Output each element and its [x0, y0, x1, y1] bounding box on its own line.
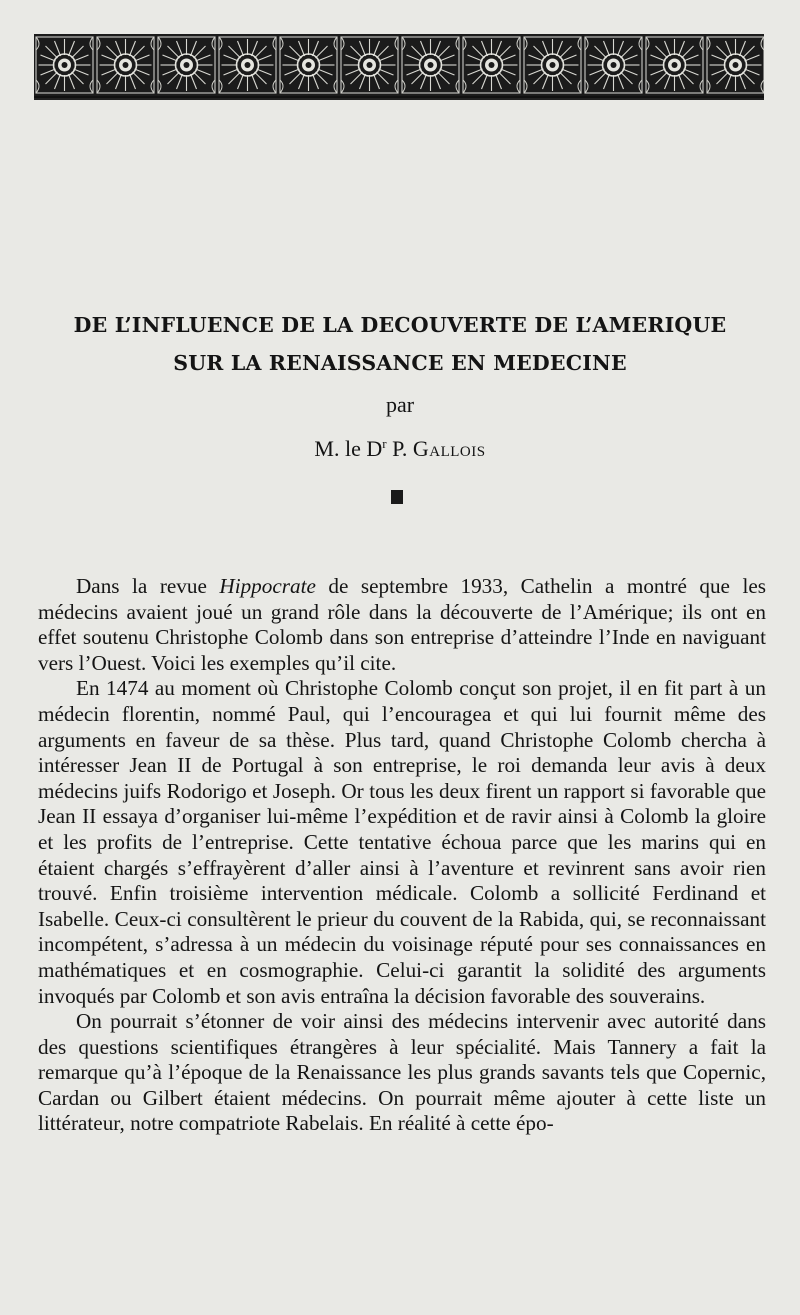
- paragraph-2: En 1474 au moment où Christophe Colomb conçut son projet, il en fit part à un médecin florentin, nommé Paul, qui l’encouragea et qui lui fournit même des arguments en faveur de sa thèse. Plus tard, quand Christophe Colomb chercha à intéresser Jean II de Portugal à son entreprise, le roi demanda leur avis à deux médecins juifs Rodorigo et Joseph. Or tous les deux firent un rapport si favorable que Jean II essaya d’organiser lui-même l’expédition et de ravir ainsi à Colomb la gloire et les profits de l’entreprise. Cette tentative échoua parce que les marins qui en étaient chargés s’effrayèrent d’aller ainsi à l’aventure et revinrent sans avoir rien trouvé. Enfin troisième intervention médicale. Colomb a sollicité Ferdinand et Isabelle. Ceux-ci consultèrent le prieur du couvent de la Rabida, qui, se reconnaissant incompétent, s’adressa à un médecin du voisinage réputé pour ses connaissances en mathématiques et en cosmographie. Celui-ci garantit la solidité des arguments invoqués par Colomb et son avis entraîna la décision favorable des souverains.: [38, 676, 766, 1008]
- header-rule: [34, 98, 764, 100]
- byline-author: [0, 436, 800, 462]
- author-prefix: M. le D: [314, 436, 383, 461]
- paragraph-3: On pourrait s’étonner de voir ainsi des médecins intervenir avec autorité dans des questions scientifiques étrangères à leur spécialité. Mais Tannery a fait la remarque qu’à l’époque de la Renaissance les plus grands savants tels que Copernic, Cardan ou Gilbert étaient médecins. On pourrait même ajouter à cette liste un littérateur, notre compatriote Rabelais. En réalité à cette épo-: [38, 1009, 766, 1136]
- article-body: [38, 574, 766, 1137]
- journal-title: Hippocrate: [219, 574, 316, 598]
- title-line-1: DE L’INFLUENCE DE LA DECOUVERTE DE L’AMERIQUE: [73, 313, 727, 337]
- paragraph-1-text-end: de septembre 1933, Cathelin a montré que les médecins avaient joué un grand rôle dans la découverte de l’Amérique; ils ont en effet soutenu Christophe Colomb dans son entreprise d’atteindre l’Inde en naviguant vers l’Ouest. Voici les exemples qu’il cite.: [38, 574, 766, 675]
- paragraph-1: [38, 574, 766, 676]
- paragraph-1-text-start: Dans la revue: [76, 574, 220, 598]
- article-title: [40, 306, 760, 382]
- author-initial: P.: [386, 436, 413, 461]
- author-superscript: r: [382, 436, 387, 451]
- title-line-2: SUR LA RENAISSANCE EN MEDECINE: [173, 351, 627, 375]
- rosette-ornament-icon: [34, 34, 764, 96]
- byline-par: par: [385, 392, 415, 417]
- author-surname: Gallois: [412, 436, 486, 461]
- section-square-mark: [391, 490, 403, 504]
- ornamental-header-band: [34, 34, 764, 99]
